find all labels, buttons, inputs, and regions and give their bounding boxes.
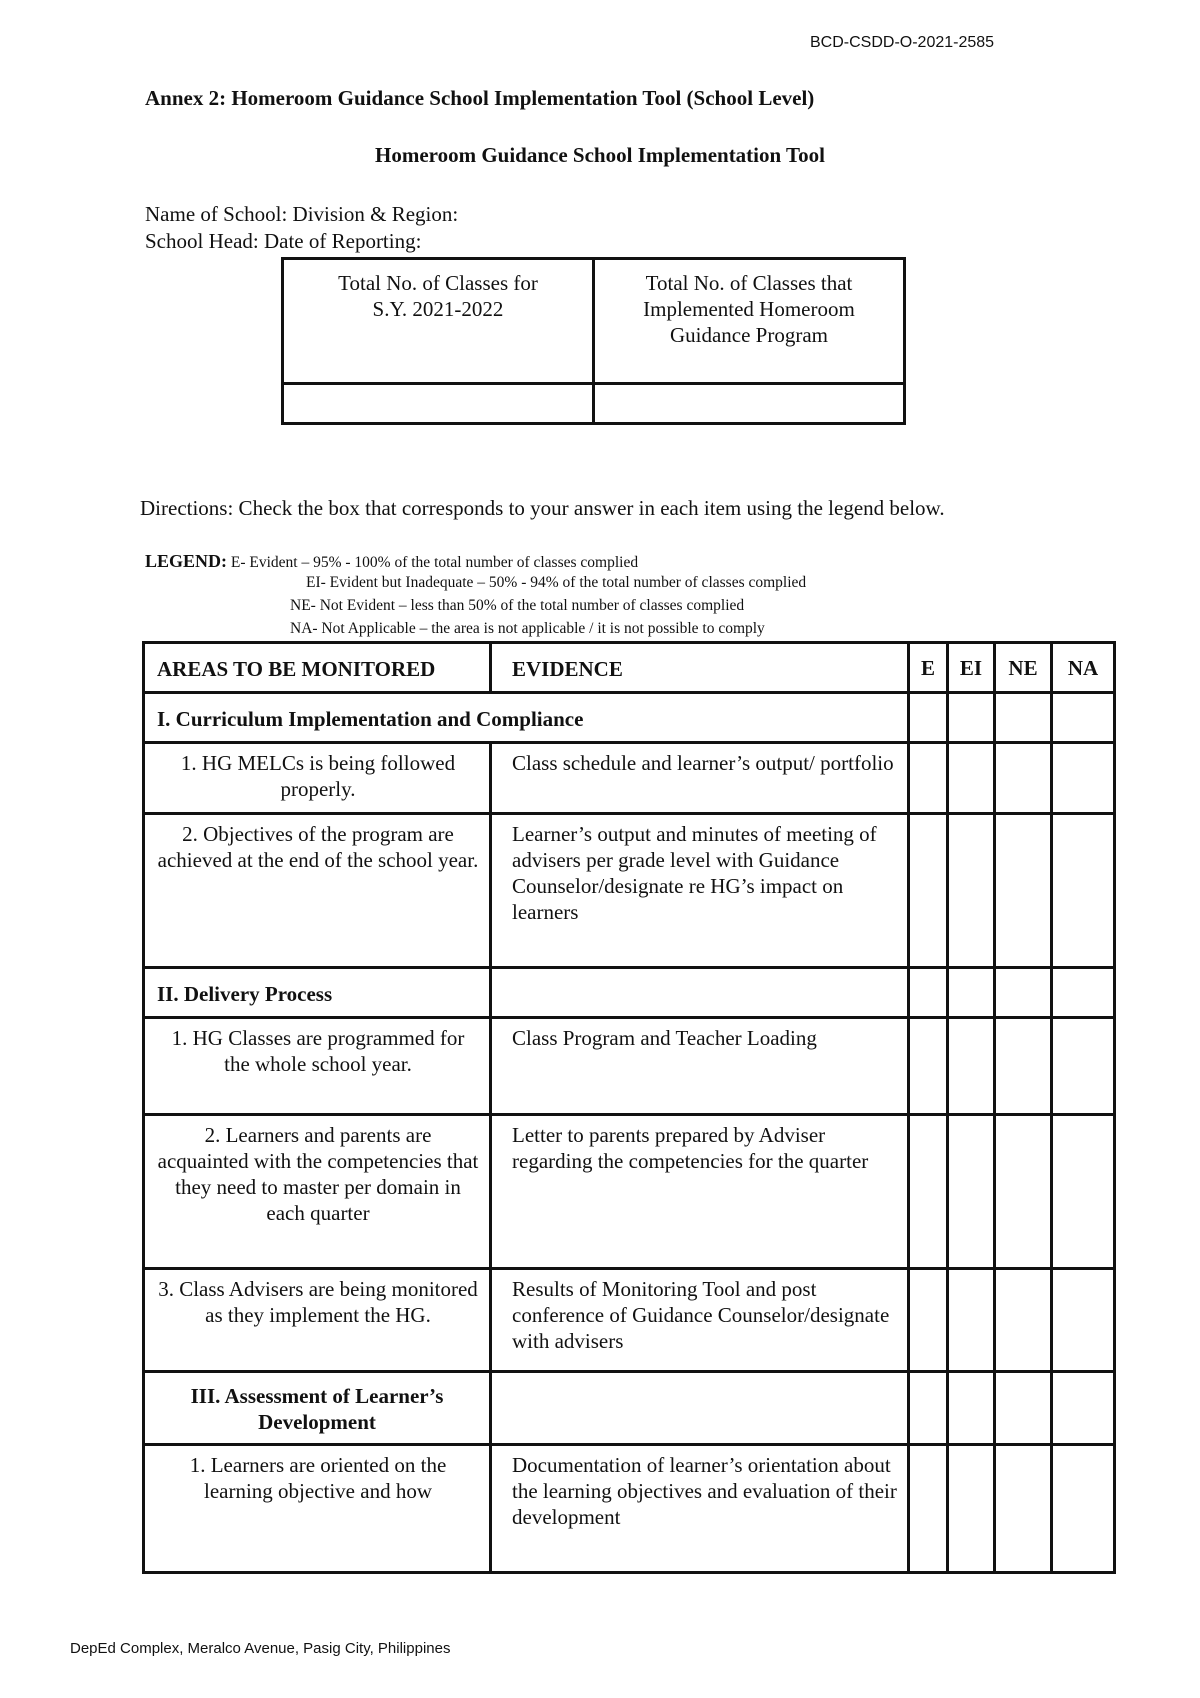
- check-ei[interactable]: [948, 1372, 995, 1445]
- table-row: [144, 743, 1115, 814]
- class-count-table: [281, 257, 906, 425]
- check-ei[interactable]: [948, 1445, 995, 1573]
- check-ne[interactable]: [995, 968, 1052, 1018]
- area-cell: 1. Learners are oriented on the learning objective and how: [144, 1445, 491, 1573]
- section-row: [144, 968, 1115, 1018]
- area-cell: 2. Learners and parents are acquainted with the competencies that they need to master per domain in each quarter: [144, 1115, 491, 1269]
- school-head-line: School Head: Date of Reporting:: [145, 229, 422, 253]
- header-areas: AREAS TO BE MONITORED: [144, 643, 491, 693]
- header-ne: NE: [995, 643, 1052, 693]
- table-row: [144, 1018, 1115, 1115]
- area-cell: 1. HG MELCs is being followed properly.: [144, 743, 491, 814]
- check-na[interactable]: [1052, 1115, 1115, 1269]
- check-ne[interactable]: [995, 1018, 1052, 1115]
- total-classes-input[interactable]: [283, 384, 594, 424]
- legend-e-text: E- Evident – 95% - 100% of the total number of classes complied: [230, 554, 639, 571]
- implemented-classes-header: Total No. of Classes that Implemented Homeroom Guidance Program: [594, 259, 905, 384]
- header-na: NA: [1052, 643, 1115, 693]
- check-ei[interactable]: [948, 1269, 995, 1372]
- section-title: I. Curriculum Implementation and Compliance: [144, 693, 909, 743]
- check-ei[interactable]: [948, 968, 995, 1018]
- check-na[interactable]: [1052, 1445, 1115, 1573]
- total-classes-header: Total No. of Classes for S.Y. 2021-2022: [283, 259, 594, 384]
- annex-title: Annex 2: Homeroom Guidance School Implementation Tool (School Level): [145, 86, 815, 110]
- check-e[interactable]: [909, 1018, 948, 1115]
- evidence-cell-empty: [491, 1372, 909, 1445]
- section-title: III. Assessment of Learner’s Development: [144, 1372, 491, 1445]
- evidence-cell: Documentation of learner’s orientation about the learning objectives and evaluation of their development: [491, 1445, 909, 1573]
- footer-address: DepEd Complex, Meralco Avenue, Pasig City, Philippines: [70, 1640, 451, 1657]
- check-ne[interactable]: [995, 1115, 1052, 1269]
- school-name-line: Name of School: Division & Region:: [145, 202, 459, 226]
- table-row: [144, 814, 1115, 968]
- monitoring-table: [142, 641, 1116, 1574]
- evidence-cell: Class Program and Teacher Loading: [491, 1018, 909, 1115]
- check-e[interactable]: [909, 1445, 948, 1573]
- section-row: [144, 1372, 1115, 1445]
- table-row: [144, 1269, 1115, 1372]
- section-title: II. Delivery Process: [144, 968, 491, 1018]
- check-ei[interactable]: [948, 814, 995, 968]
- check-e[interactable]: [909, 968, 948, 1018]
- check-na[interactable]: [1052, 1269, 1115, 1372]
- check-ei[interactable]: [948, 1115, 995, 1269]
- legend-ei: EI- Evident but Inadequate – 50% - 94% of the total number of classes complied: [306, 574, 807, 591]
- evidence-cell: Learner’s output and minutes of meeting of advisers per grade level with Guidance Counselor/designate re HG’s impact on learners: [491, 814, 909, 968]
- evidence-cell: Results of Monitoring Tool and post conference of Guidance Counselor/designate with advisers: [491, 1269, 909, 1372]
- header-e: E: [909, 643, 948, 693]
- evidence-cell: Class schedule and learner’s output/ portfolio: [491, 743, 909, 814]
- check-ei[interactable]: [948, 743, 995, 814]
- check-ne[interactable]: [995, 1445, 1052, 1573]
- check-ne[interactable]: [995, 1372, 1052, 1445]
- legend-ne: NE- Not Evident – less than 50% of the total number of classes complied: [290, 597, 745, 614]
- evidence-cell-empty: [491, 968, 909, 1018]
- check-ne[interactable]: [995, 814, 1052, 968]
- check-na[interactable]: [1052, 743, 1115, 814]
- area-cell: 1. HG Classes are programmed for the whole school year.: [144, 1018, 491, 1115]
- check-na[interactable]: [1052, 693, 1115, 743]
- check-e[interactable]: [909, 743, 948, 814]
- document-code: BCD-CSDD-O-2021-2585: [810, 34, 995, 51]
- check-ne[interactable]: [995, 693, 1052, 743]
- header-ei: EI: [948, 643, 995, 693]
- check-ei[interactable]: [948, 1018, 995, 1115]
- check-na[interactable]: [1052, 968, 1115, 1018]
- check-e[interactable]: [909, 693, 948, 743]
- legend-na: NA- Not Applicable – the area is not applicable / it is not possible to comply: [290, 620, 765, 637]
- check-e[interactable]: [909, 1372, 948, 1445]
- check-e[interactable]: [909, 1115, 948, 1269]
- table-row: [144, 1115, 1115, 1269]
- directions: Directions: Check the box that corresponds to your answer in each item using the legend below.: [140, 496, 945, 520]
- header-evidence: EVIDENCE: [491, 643, 909, 693]
- check-e[interactable]: [909, 814, 948, 968]
- tool-title: Homeroom Guidance School Implementation Tool: [375, 143, 825, 167]
- check-na[interactable]: [1052, 1372, 1115, 1445]
- legend-e: [145, 551, 638, 572]
- check-ne[interactable]: [995, 743, 1052, 814]
- area-cell: 3. Class Advisers are being monitored as they implement the HG.: [144, 1269, 491, 1372]
- check-ne[interactable]: [995, 1269, 1052, 1372]
- table-row: [144, 1445, 1115, 1573]
- implemented-classes-input[interactable]: [594, 384, 905, 424]
- check-na[interactable]: [1052, 814, 1115, 968]
- check-e[interactable]: [909, 1269, 948, 1372]
- area-cell: 2. Objectives of the program are achieved at the end of the school year.: [144, 814, 491, 968]
- evidence-cell: Letter to parents prepared by Adviser regarding the competencies for the quarter: [491, 1115, 909, 1269]
- legend-label: LEGEND:: [145, 551, 228, 571]
- section-row: [144, 693, 1115, 743]
- check-ei[interactable]: [948, 693, 995, 743]
- check-na[interactable]: [1052, 1018, 1115, 1115]
